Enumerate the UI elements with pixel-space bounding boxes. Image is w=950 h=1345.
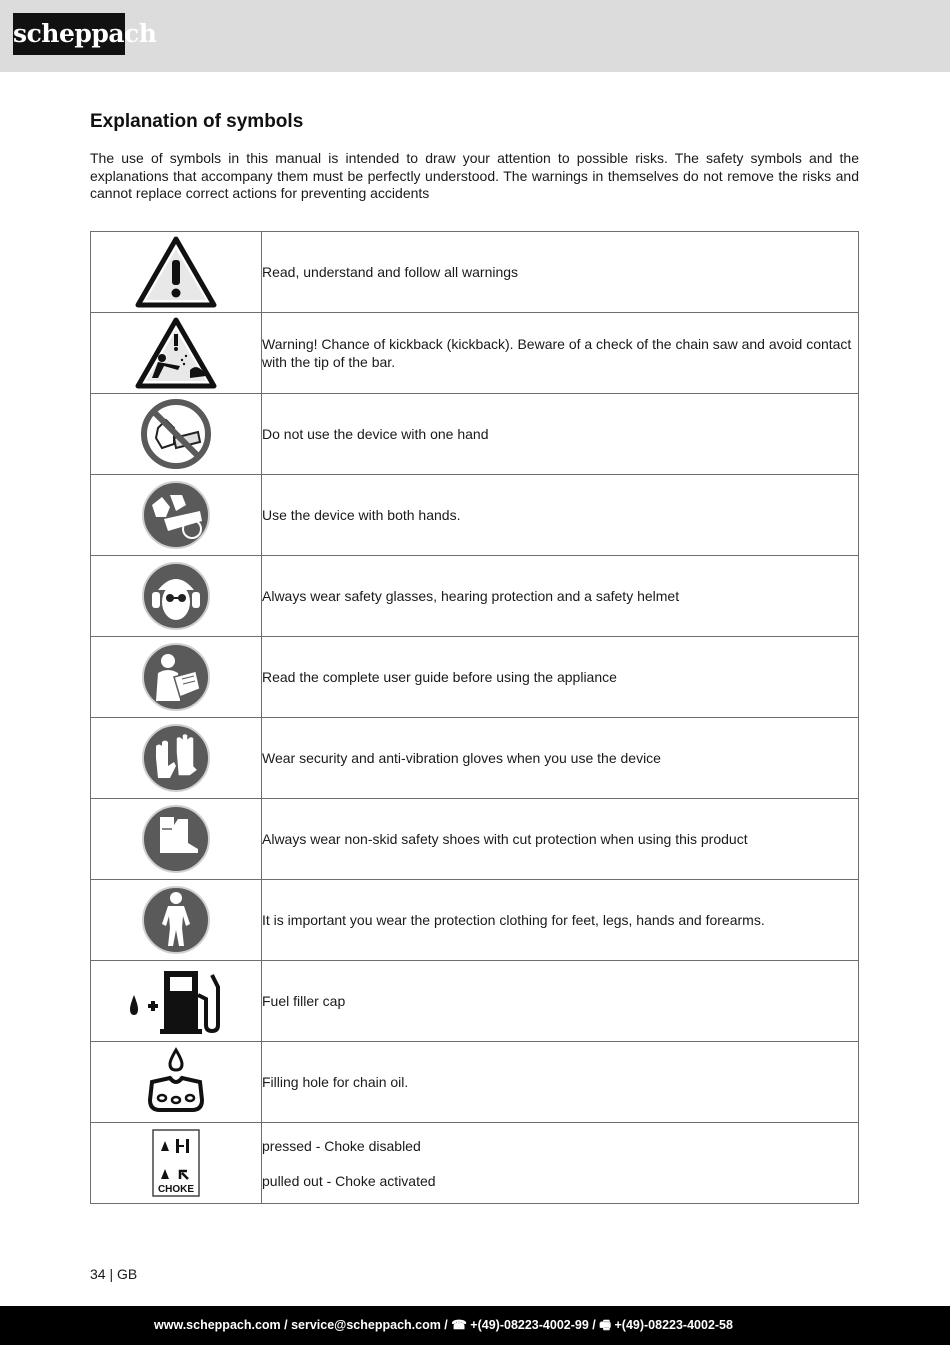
- kickback-warning-icon: [134, 316, 218, 390]
- symbol-description: Do not use the device with one hand: [262, 394, 859, 475]
- symbol-icon-cell: [91, 880, 262, 961]
- symbol-description: Always wear non-skid safety shoes with cut protection when using this product: [262, 799, 859, 880]
- symbol-description: Read, understand and follow all warnings: [262, 232, 859, 313]
- symbol-row: [91, 232, 859, 313]
- choke-pressed-text: pressed - Choke disabled: [262, 1137, 421, 1154]
- symbol-row: [91, 961, 859, 1042]
- symbol-row: [91, 1123, 859, 1204]
- symbol-row: [91, 718, 859, 799]
- header-band: [0, 0, 950, 72]
- page-number-value: 34: [90, 1266, 106, 1282]
- symbol-icon-cell: [91, 799, 262, 880]
- symbol-icon-cell: [91, 1123, 262, 1204]
- head-protection-icon: [140, 560, 212, 632]
- symbol-description: Wear security and anti-vibration gloves when you use the device: [262, 718, 859, 799]
- symbols-table: [90, 231, 859, 1204]
- gloves-icon: [140, 722, 212, 794]
- symbol-description: Use the device with both hands.: [262, 475, 859, 556]
- symbol-description: Read the complete user guide before using the appliance: [262, 637, 859, 718]
- page-number: 34 | GB: [90, 1266, 138, 1282]
- fuel-pump-icon: [124, 965, 228, 1037]
- symbol-description: Always wear safety glasses, hearing protection and a safety helmet: [262, 556, 859, 637]
- symbol-row: [91, 799, 859, 880]
- footer-contact: www.scheppach.com / service@scheppach.com / ☎ +(49)-08223-4002-99 / 🖷 +(49)-08223-4002-58: [154, 1318, 733, 1332]
- symbol-description: Filling hole for chain oil.: [262, 1042, 859, 1123]
- read-manual-icon: [140, 641, 212, 713]
- symbol-icon-cell: [91, 313, 262, 394]
- symbol-icon-cell: [91, 556, 262, 637]
- symbol-icon-cell: [91, 1042, 262, 1123]
- two-hands-icon: [140, 479, 212, 551]
- symbol-row: [91, 313, 859, 394]
- safety-boot-icon: [140, 803, 212, 875]
- page-language: GB: [117, 1266, 138, 1282]
- symbol-description: [262, 1123, 859, 1204]
- choke-pulled-text: pulled out - Choke activated: [262, 1172, 436, 1189]
- symbol-description: Warning! Chance of kickback (kickback). Beware of a check of the chain saw and avoid contact with the tip of the bar.: [262, 313, 859, 394]
- choke-icon-label: CHOKE: [157, 1184, 195, 1195]
- symbol-description: Fuel filler cap: [262, 961, 859, 1042]
- symbol-row: [91, 475, 859, 556]
- symbol-row: [91, 1042, 859, 1123]
- chain-oil-icon: [146, 1046, 206, 1118]
- symbol-icon-cell: [91, 475, 262, 556]
- symbol-description: It is important you wear the protection clothing for feet, legs, hands and forearms.: [262, 880, 859, 961]
- no-one-hand-icon: [140, 398, 212, 470]
- intro-paragraph: The use of symbols in this manual is intended to draw your attention to possible risks. The safety symbols and the explanations that accompany them must be perfectly understood. The warnings in themselves do not remove the risks and cannot replace correct actions for preventing accidents: [90, 150, 859, 201]
- symbol-row: [91, 556, 859, 637]
- symbol-icon-cell: [91, 394, 262, 475]
- symbol-row: [91, 394, 859, 475]
- page-title: Explanation of symbols: [90, 111, 304, 132]
- choke-icon: [152, 1129, 200, 1197]
- protective-clothing-icon: [140, 884, 212, 956]
- symbol-icon-cell: [91, 232, 262, 313]
- symbol-row: [91, 880, 859, 961]
- symbol-icon-cell: [91, 637, 262, 718]
- symbol-icon-cell: [91, 961, 262, 1042]
- scheppach-logo: scheppach: [13, 13, 125, 55]
- symbol-icon-cell: [91, 718, 262, 799]
- symbol-row: [91, 637, 859, 718]
- warning-triangle-icon: [134, 235, 218, 309]
